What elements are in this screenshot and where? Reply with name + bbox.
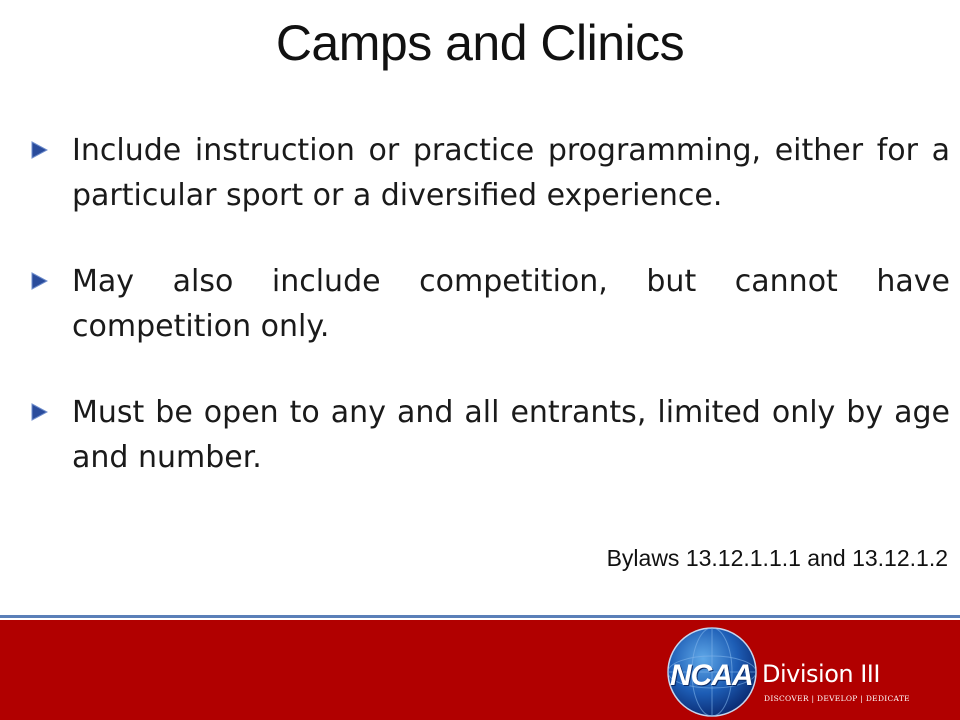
bullet-list xyxy=(28,128,950,521)
bullet-item xyxy=(28,128,950,218)
bylaws-citation: Bylaws 13.12.1.1.1 and 13.12.1.2 xyxy=(606,545,948,571)
bullet-text: May also include competition, but cannot have competition only. xyxy=(72,264,950,344)
bullet-item xyxy=(28,259,950,349)
triangle-bullet-icon xyxy=(30,141,48,159)
triangle-bullet-icon xyxy=(30,272,48,290)
division-tagline: DISCOVER | DEVELOP | DEDICATE xyxy=(764,694,910,703)
division-label: Division III xyxy=(762,660,880,688)
bullet-text: Must be open to any and all entrants, limited only by age and number. xyxy=(72,395,950,475)
bullet-text: Include instruction or practice programming, either for a particular sport or a diversified experience. xyxy=(72,133,950,213)
ncaa-division-logo xyxy=(666,626,946,718)
slide-title: Camps and Clinics xyxy=(275,15,685,71)
triangle-bullet-icon xyxy=(30,403,48,421)
ncaa-logo-text: NCAA xyxy=(670,659,753,692)
bullet-item xyxy=(28,390,950,480)
footer-divider xyxy=(0,615,960,618)
